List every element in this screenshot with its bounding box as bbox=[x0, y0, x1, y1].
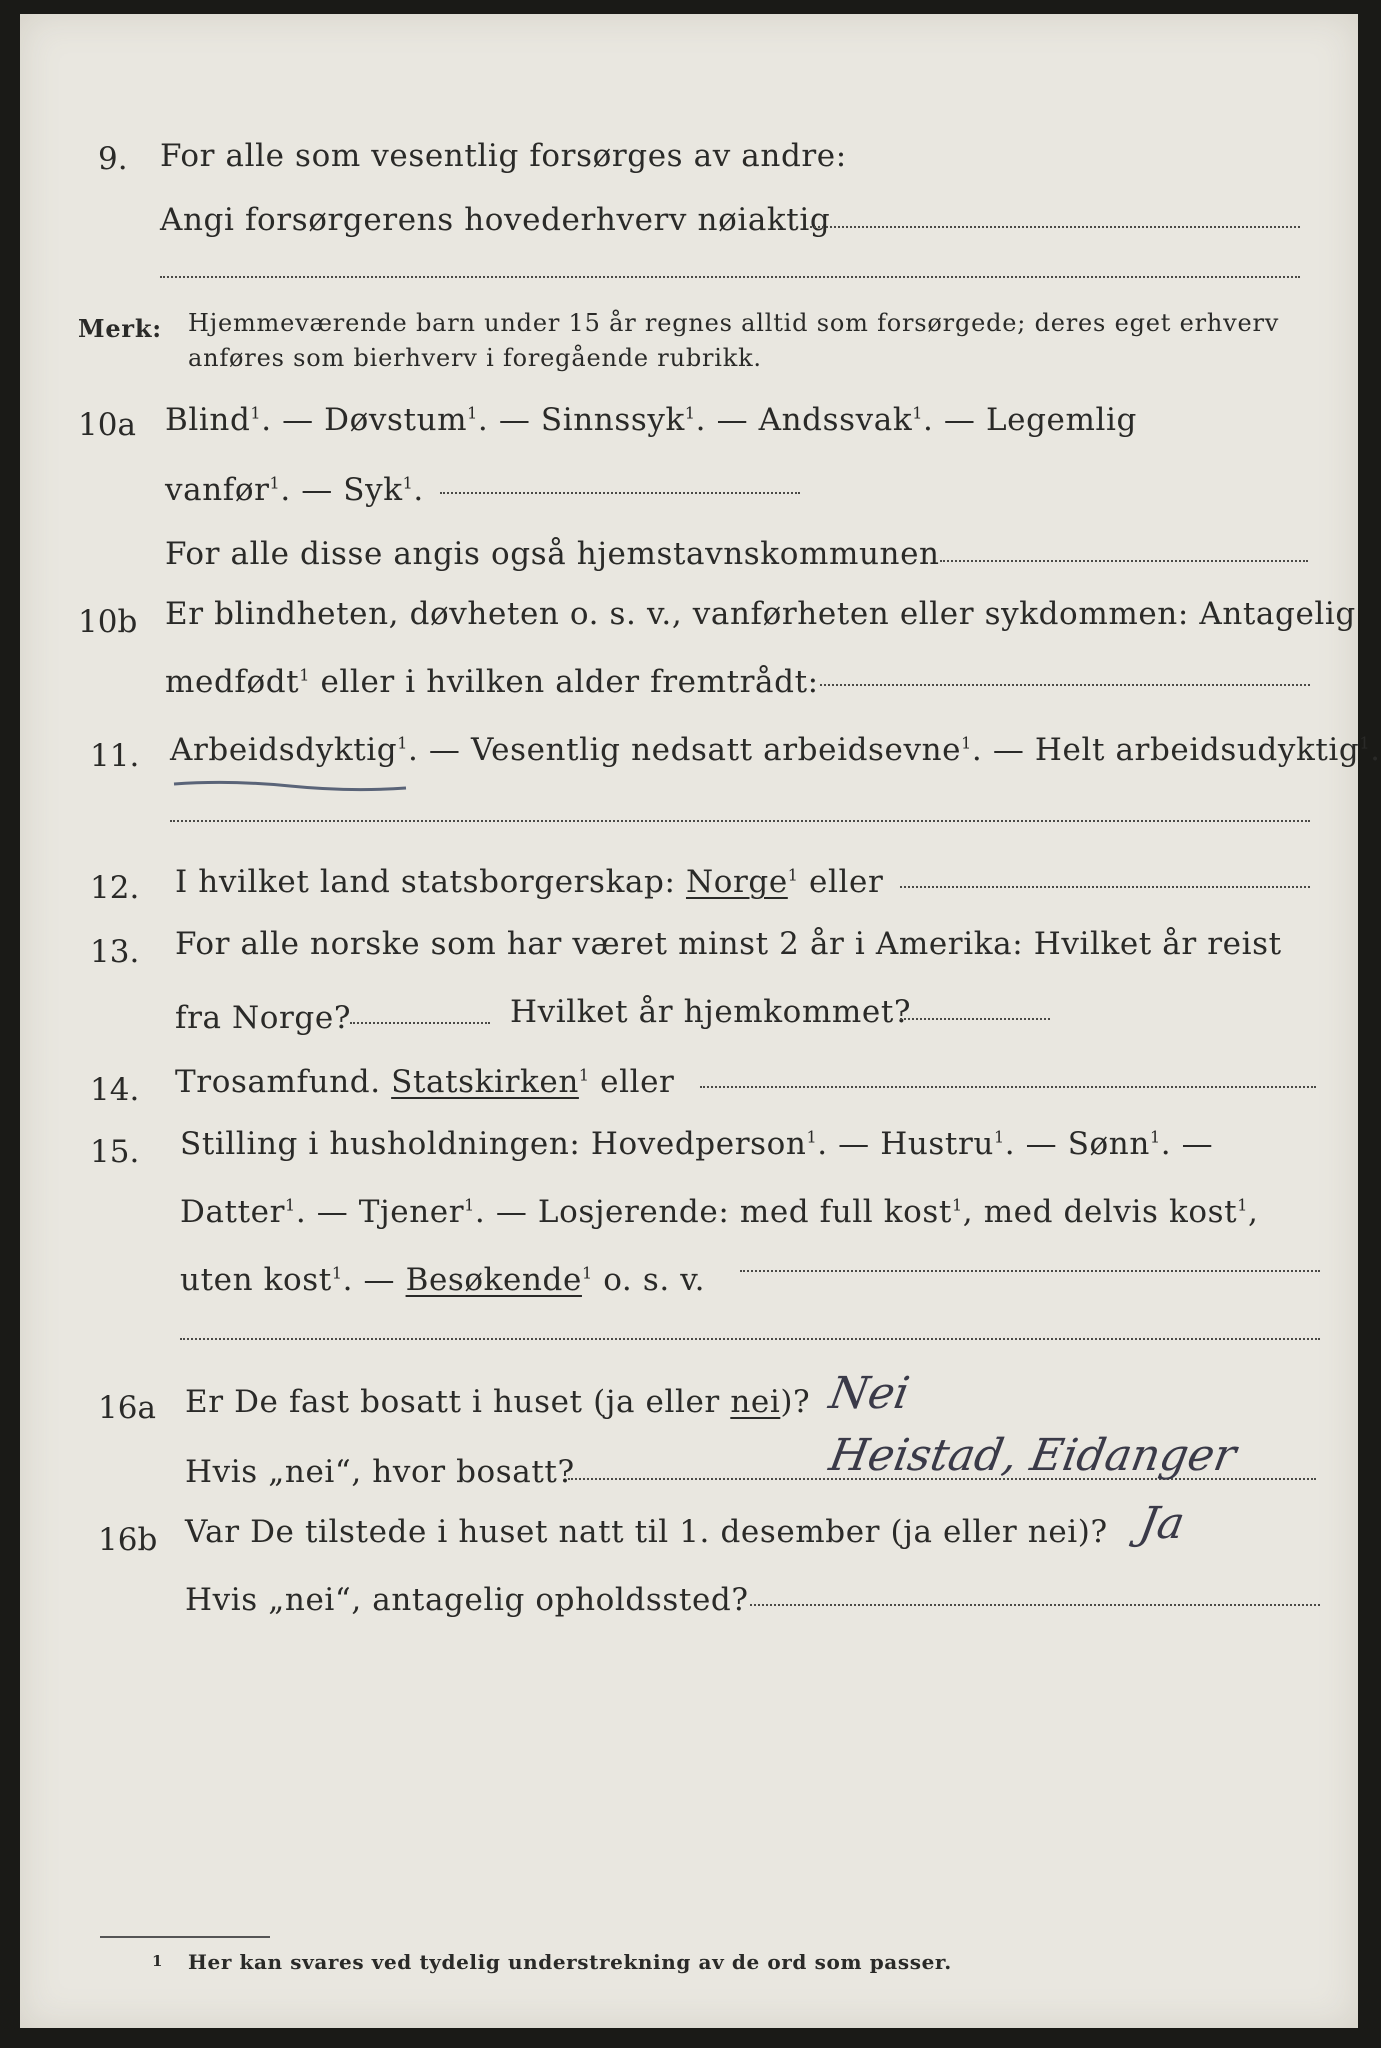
q9-line2: Angi forsørgerens hovederhverv nøiaktig bbox=[160, 202, 831, 238]
footnote-mark: 1 bbox=[152, 1952, 164, 1970]
q10a-line2: vanfør$^1$. — Syk$^1$. bbox=[165, 472, 424, 508]
q9-line1: For alle som vesentlig forsørges av andre: bbox=[160, 138, 847, 174]
q10a-answer-line bbox=[940, 560, 1308, 562]
q13-line1: For alle norske som har været minst 2 år i Amerika: Hvilket år reist bbox=[175, 926, 1282, 962]
q11-number: 11. bbox=[90, 738, 140, 774]
q13-line2b: Hvilket år hjemkommet? bbox=[510, 994, 912, 1030]
q13-line2a: fra Norge? bbox=[175, 1000, 352, 1036]
q10b-answer-line bbox=[820, 684, 1310, 686]
q11-line: Arbeidsdyktig$^1$. — Vesentlig nedsatt arbeidsevne$^1$. — Helt arbeidsudyktig$^1$. bbox=[170, 732, 1381, 768]
q15-line2: Datter$^1$. — Tjener$^1$. — Losjerende: med full kost$^1$, med delvis kost$^1$, bbox=[180, 1194, 1259, 1230]
q16a-handwritten-place: Heistad, Eidanger bbox=[825, 1430, 1240, 1481]
q10b-number: 10b bbox=[78, 604, 138, 640]
q10b-line1: Er blindheten, døvheten o. s. v., vanførheten eller sykdommen: Antagelig bbox=[165, 596, 1356, 632]
q13-right-answer-line bbox=[900, 1018, 1050, 1020]
q16b-answer-line bbox=[750, 1604, 1320, 1606]
q16b-number: 16b bbox=[98, 1522, 158, 1558]
q9-number: 9. bbox=[98, 141, 128, 177]
footnote-rule bbox=[100, 1936, 270, 1938]
q11-answer-line bbox=[170, 820, 1310, 822]
q12-answer-line bbox=[900, 886, 1310, 888]
q10a-line3: For alle disse angis også hjemstavnskommunen bbox=[165, 536, 940, 572]
q16a-handwritten-answer: Nei bbox=[825, 1368, 914, 1419]
q15-line1: Stilling i husholdningen: Hovedperson$^1$. — Hustru$^1$. — Sønn$^1$. — bbox=[180, 1126, 1214, 1162]
q16a-number: 16a bbox=[98, 1390, 156, 1426]
q11-handwritten-underline bbox=[170, 776, 410, 798]
q15-number: 15. bbox=[90, 1134, 140, 1170]
q15-answer-line-2 bbox=[180, 1338, 1320, 1340]
q14-line: Trosamfund. Statskirken$^1$ eller bbox=[175, 1064, 675, 1100]
q13-left-answer-line bbox=[350, 1022, 490, 1024]
q16b-handwritten-answer: Ja bbox=[1135, 1498, 1189, 1549]
q10a-line1: Blind$^1$. — Døvstum$^1$. — Sinnssyk$^1$. — Andssvak$^1$. — Legemlig bbox=[165, 402, 1137, 438]
q10a-number: 10a bbox=[78, 407, 136, 443]
footnote-text: Her kan svares ved tydelig understrekning av de ord som passer. bbox=[188, 1950, 952, 1974]
census-form-page bbox=[20, 14, 1381, 2028]
merk-label: Merk: bbox=[78, 314, 162, 343]
q14-number: 14. bbox=[90, 1072, 140, 1108]
q9-answer-line-2 bbox=[160, 276, 1300, 278]
q9-answer-line bbox=[810, 226, 1300, 228]
q16b-line1: Var De tilstede i huset natt til 1. desember (ja eller nei)? bbox=[185, 1514, 1108, 1550]
q15-line3: uten kost$^1$. — Besøkende$^1$ o. s. v. bbox=[180, 1262, 706, 1298]
q14-answer-line bbox=[700, 1086, 1316, 1088]
q16b-line2: Hvis „nei“, antagelig opholdssted? bbox=[185, 1582, 749, 1618]
q12-number: 12. bbox=[90, 870, 140, 906]
q16a-line2: Hvis „nei“, hvor bosatt? bbox=[185, 1454, 575, 1490]
q10a-syk-line bbox=[440, 492, 800, 494]
q13-number: 13. bbox=[90, 934, 140, 970]
q16a-line1: Er De fast bosatt i huset (ja eller nei)? bbox=[185, 1384, 811, 1420]
q12-line: I hvilket land statsborgerskap: Norge$^1$ eller bbox=[175, 864, 884, 900]
q15-answer-line bbox=[740, 1270, 1320, 1272]
merk-line1: Hjemmeværende barn under 15 år regnes alltid som forsørgede; deres eget erhverv bbox=[188, 309, 1280, 337]
q10b-line2: medfødt$^1$ eller i hvilken alder fremtrådt: bbox=[165, 664, 819, 700]
merk-line2: anføres som bierhverv i foregående rubrikk. bbox=[188, 344, 762, 372]
